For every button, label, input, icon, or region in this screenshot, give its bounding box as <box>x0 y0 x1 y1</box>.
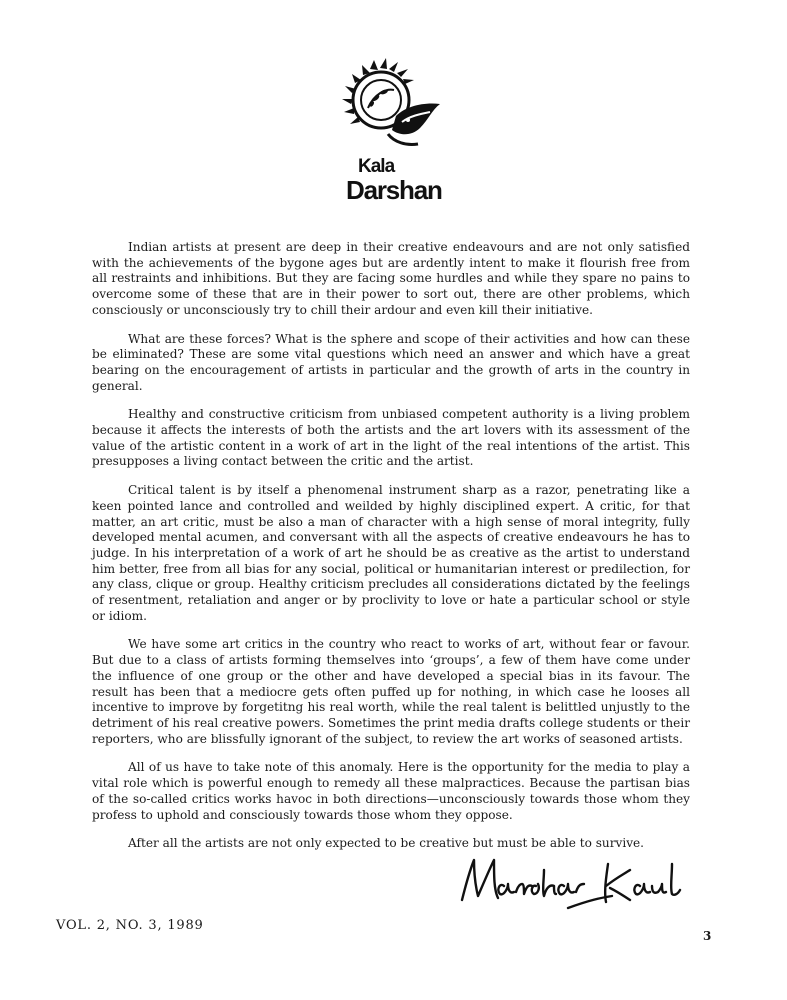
paragraph: Healthy and constructive criticism from unbiased competent authority is a living problem because it affects the interests of both the artists and the art lovers with its assessment of the value of the artistic content in a work of art in the light of the real intentions of the artist. This presupposes a living contact between the critic and the artist. <box>92 407 690 469</box>
paragraph: Critical talent is by itself a phenomenal instrument sharp as a razor, penetrating like a keen pointed lance and controlled and weilded by highly disciplined expert. A critic, for that matter, an art critic, must be also a man of character with a high sense of moral integrity, fully developed mental acumen, and conversant with all the aspects of creative endeavours he has to judge. In his interpretation of a work of art he should be as creative as the artist to understand him better, free from all bias for any social, political or humanitarian interest or predilection, for any class, clique or group. Healthy criticism precludes all considerations dictated by the feelings of resentment, retaliation and anger or by proclivity to love or hate a particular school or style or idiom. <box>92 483 690 623</box>
editorial-body <box>92 240 690 865</box>
page-number: 3 <box>703 929 712 943</box>
brand-wordmark <box>346 156 456 206</box>
paragraph: We have some art critics in the country who react to works of art, without fear or favour. But due to a class of artists forming themselves into ‘groups’, a few of them have come under the influence of one group or the other and have developed a special bias in its favour. The result has been that a mediocre gets often puffed up for nothing, in which case he looses all incentive to improve by forgetitng his real worth, while the real talent is belittled unjustly to the detriment of his real creative powers. Sometimes the print media drafts college students or their reporters, who are blissfully ignorant of the subject, to review the art works of seasoned artists. <box>92 637 690 746</box>
issue-volume: VOL. 2, NO. 3, 1989 <box>56 918 204 933</box>
brand-line1: Kala <box>358 156 395 177</box>
paragraph: What are these forces? What is the sphere and scope of their activities and how can these be eliminated? These are some vital questions which need an answer and which have a great bearing on the encouragement of artists in particular and the growth of arts in the country in general. <box>92 331 690 393</box>
paragraph: Indian artists at present are deep in their creative endeavours and are not only satisfied with the achievements of the bygone ages but are ardently intent to make it flourish free from all restraints and inhibitions. But they are facing some hurdles and while they spare no pains to overcome some of these that are in their power to sort out, there are other problems, which consciously or unconsciously try to chill their ardour and even kill their initiative. <box>92 240 690 317</box>
brand-line2: Darshan <box>346 175 442 205</box>
paragraph: All of us have to take note of this anomaly. Here is the opportunity for the media to play a vital role which is powerful enough to remedy all these malpractices. Because the partisan bias of the so-called critics works havoc in both directions—unconsciously towards those whom they profess to uphold and consciously towards those whom they oppose. <box>92 760 690 822</box>
signature-image <box>440 850 690 920</box>
sun-bird-emblem-icon <box>328 54 444 154</box>
paragraph: After all the artists are not only expected to be creative but must be able to survive. <box>128 836 645 851</box>
